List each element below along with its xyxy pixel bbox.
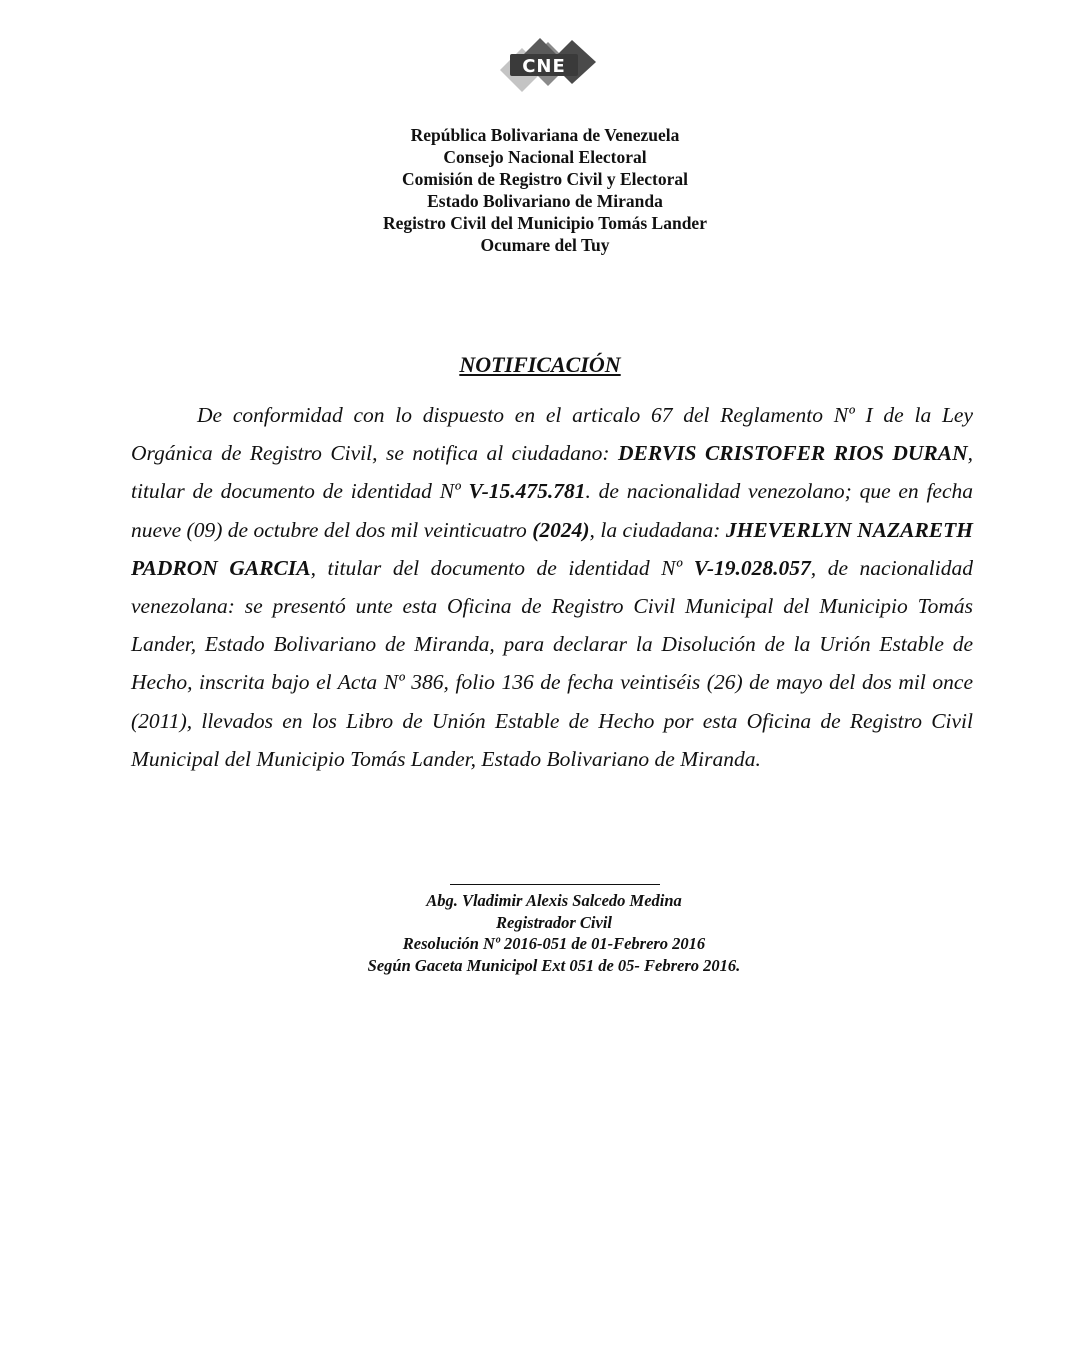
body-text-1: De conformidad con lo dispuesto en el articalo 67 del Reglamento Nº I de la Ley Orgánica de Registro Civil, se notifica al ciudadano:	[131, 403, 973, 466]
body-text-4: , la ciudadana:	[589, 517, 726, 542]
signature-line	[450, 884, 660, 885]
signer-role: Registrador Civil	[496, 912, 612, 932]
signer-name: Abg. Vladimir Alexis Salcedo Medina	[426, 891, 682, 910]
signer-gazette: Según Gaceta Municipol Ext 051 de 05- Febrero 2016.	[367, 955, 741, 975]
notification-body	[131, 396, 973, 778]
body-year: (2024)	[532, 517, 590, 542]
cne-logo-icon	[492, 34, 602, 92]
body-text-6: , de nacionalidad venezolana: se presentó unte esta Oficina de Registro Civil Municipal del Municipio Tomás Lander, Estado Bolivariano de Miranda, para declarar la Disolución de la Urión Estable de Hecho, inscrita bajo el Acta Nº 386, folio 136 de fecha veintiséis (26) de mayo del dos mil once (2011), llevados en los Libro de Unión Estable de Hecho por esta Oficina de Registro Civil Municipal del Municipio Tomás Lander, Estado Bolivariano de Miranda.	[131, 555, 973, 771]
citizen-name-2: JHEVERLYN NAZARETH PADRON GARCIA	[131, 517, 973, 580]
document-header	[0, 124, 1080, 256]
body-text-5: , titular del documento de identidad Nº	[310, 555, 694, 580]
logo-text: CNE	[522, 56, 566, 77]
header-line-commission: Comisión de Registro Civil y Electoral	[402, 169, 688, 189]
header-line-state: Estado Bolivariano de Miranda	[427, 191, 663, 211]
signature-block	[0, 890, 1080, 976]
signer-resolution: Resolución Nº 2016-051 de 01-Febrero 2016	[402, 934, 706, 953]
header-line-city: Ocumare del Tuy	[480, 235, 610, 255]
citizen-id-1: V-15.475.781	[468, 479, 586, 504]
citizen-id-2: V-19.028.057	[693, 555, 811, 580]
body-text-3: . de nacionalidad venezolano; que en fecha nueve (09) de octubre del dos mil veinticuatro	[131, 479, 974, 542]
header-line-council: Consejo Nacional Electoral	[443, 147, 647, 167]
header-line-registry: Registro Civil del Municipio Tomás Lander	[383, 213, 707, 233]
header-line-republic: República Bolivariana de Venezuela	[410, 125, 680, 145]
document-title: NOTIFICACIÓN	[459, 352, 621, 377]
body-text-2: , titular de documento de identidad Nº	[131, 441, 974, 504]
citizen-name-1: DERVIS CRISTOFER RIOS DURAN	[618, 441, 968, 466]
